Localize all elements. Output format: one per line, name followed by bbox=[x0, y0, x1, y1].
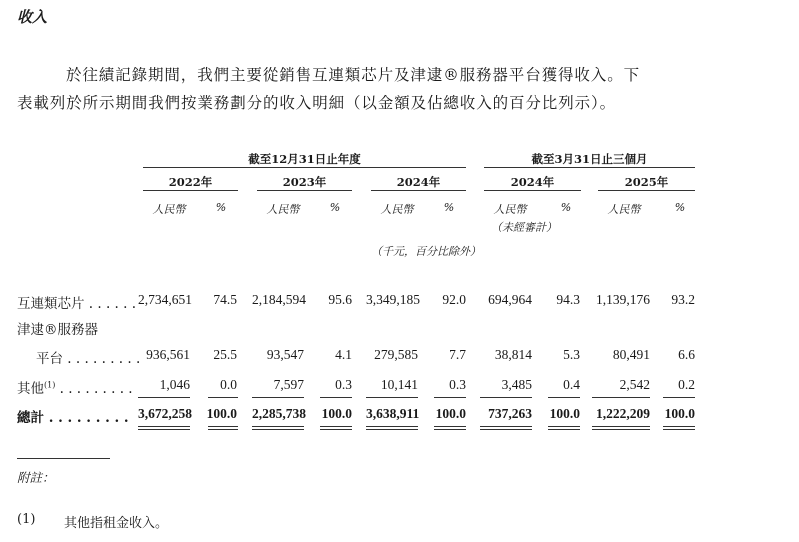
table-cell: 7,597 bbox=[273, 377, 304, 392]
table-cell: 2,542 bbox=[619, 377, 650, 392]
total-double-rule bbox=[320, 426, 352, 427]
subtotal-rule bbox=[592, 397, 650, 398]
amount-col-header: 人民幣 bbox=[493, 203, 527, 216]
table-cell: 0.3 bbox=[335, 377, 352, 392]
intro-paragraph-line-2: 表載列於所示期間我們按業務劃分的收入明細（以金額及佔總收入的百分比列示）。 bbox=[17, 94, 617, 112]
table-cell: 38,814 bbox=[494, 347, 532, 362]
table-cell: 936,561 bbox=[146, 347, 190, 362]
total-double-rule bbox=[366, 429, 418, 430]
total-double-rule bbox=[663, 426, 695, 427]
total-double-rule bbox=[592, 429, 650, 430]
row-label-interconnect-chips: 互連類芯片 . . . . . . bbox=[17, 296, 136, 312]
total-double-rule bbox=[252, 429, 304, 430]
subtotal-rule bbox=[138, 397, 190, 398]
table-cell: 0.0 bbox=[220, 377, 237, 392]
table-cell-total: 100.0 bbox=[664, 406, 695, 421]
notes-heading: 附註： bbox=[17, 470, 55, 485]
section-heading: 收入 bbox=[17, 8, 48, 26]
total-double-rule bbox=[480, 426, 532, 427]
table-cell-total: 100.0 bbox=[549, 406, 580, 421]
subtotal-rule bbox=[434, 397, 466, 398]
total-double-rule bbox=[138, 426, 190, 427]
table-cell: 93.2 bbox=[671, 292, 695, 307]
group-header-rule bbox=[143, 167, 466, 168]
pct-col-header: % bbox=[560, 201, 572, 214]
subtotal-rule bbox=[320, 397, 352, 398]
table-cell: 2,734,651 bbox=[138, 292, 192, 307]
table-cell: 7.7 bbox=[449, 347, 466, 362]
total-double-rule bbox=[663, 429, 695, 430]
table-cell: 3,485 bbox=[501, 377, 532, 392]
table-cell: 1,046 bbox=[159, 377, 190, 392]
table-cell: 694,964 bbox=[488, 292, 532, 307]
amount-col-header: 人民幣 bbox=[380, 203, 414, 216]
year-header: 2022年 bbox=[168, 175, 213, 189]
total-double-rule bbox=[208, 426, 238, 427]
subtotal-rule bbox=[366, 397, 418, 398]
table-cell: 93,547 bbox=[266, 347, 304, 362]
subtotal-rule bbox=[208, 397, 238, 398]
table-cell: 10,141 bbox=[380, 377, 418, 392]
row-label-others: 其他$^{(1)}$ . . . . . . . . . bbox=[17, 380, 133, 397]
group-header-rule bbox=[484, 167, 695, 168]
table-cell: 0.2 bbox=[678, 377, 695, 392]
group-header-year: 截至12月31日止年度 bbox=[248, 152, 361, 166]
total-double-rule bbox=[434, 429, 466, 430]
table-cell: 2,184,594 bbox=[252, 292, 306, 307]
total-double-rule bbox=[434, 426, 466, 427]
table-cell: 74.5 bbox=[213, 292, 237, 307]
table-cell: 92.0 bbox=[442, 292, 466, 307]
table-cell-total: 3,638,911 bbox=[366, 406, 420, 421]
total-double-rule bbox=[480, 429, 532, 430]
table-cell: 0.3 bbox=[449, 377, 466, 392]
table-cell-total: 737,263 bbox=[488, 406, 532, 421]
pct-col-header: % bbox=[329, 201, 341, 214]
table-cell: 95.6 bbox=[328, 292, 352, 307]
table-cell: 0.4 bbox=[563, 377, 580, 392]
year-header: 2024年 bbox=[396, 175, 441, 189]
subtotal-rule bbox=[548, 397, 580, 398]
year-rule bbox=[143, 190, 238, 191]
year-header: 2023年 bbox=[282, 175, 327, 189]
table-cell: 279,585 bbox=[374, 347, 418, 362]
note-marker: (1) bbox=[17, 512, 36, 527]
table-cell: 1,139,176 bbox=[596, 292, 650, 307]
total-double-rule bbox=[138, 429, 190, 430]
unaudited-note: （未經審計） bbox=[491, 221, 557, 234]
unit-note: （千元，百分比除外） bbox=[371, 245, 481, 258]
pct-col-header: % bbox=[443, 201, 455, 214]
amount-col-header: 人民幣 bbox=[152, 203, 186, 216]
table-cell: 5.3 bbox=[563, 347, 580, 362]
table-cell: 94.3 bbox=[556, 292, 580, 307]
table-cell-total: 1,222,209 bbox=[596, 406, 650, 421]
group-header-quarter: 截至3月31日止三個月 bbox=[531, 152, 648, 166]
table-cell-total: 3,672,258 bbox=[138, 406, 192, 421]
pct-col-header: % bbox=[674, 201, 686, 214]
row-label-jintide-server: 津逮®服務器 bbox=[17, 322, 98, 338]
row-label-platform: 平台 . . . . . . . . . bbox=[36, 351, 141, 367]
table-cell-total: 100.0 bbox=[206, 406, 237, 421]
total-double-rule bbox=[592, 426, 650, 427]
total-double-rule bbox=[252, 426, 304, 427]
row-label-total: 總計 . . . . . . . . . bbox=[17, 410, 129, 426]
year-rule bbox=[484, 190, 581, 191]
table-cell-total: 100.0 bbox=[321, 406, 352, 421]
total-double-rule bbox=[366, 426, 418, 427]
total-double-rule bbox=[320, 429, 352, 430]
table-cell: 25.5 bbox=[213, 347, 237, 362]
pct-col-header: % bbox=[215, 201, 227, 214]
notes-separator bbox=[17, 458, 110, 459]
table-cell: 3,349,185 bbox=[366, 292, 420, 307]
table-cell-total: 2,285,738 bbox=[252, 406, 306, 421]
table-cell: 6.6 bbox=[678, 347, 695, 362]
table-cell: 80,491 bbox=[612, 347, 650, 362]
total-double-rule bbox=[548, 429, 580, 430]
note-text: 其他指租金收入。 bbox=[64, 516, 169, 531]
table-cell: 4.1 bbox=[335, 347, 352, 362]
total-double-rule bbox=[208, 429, 238, 430]
footnote-ref: (1) bbox=[44, 380, 56, 390]
table-cell-total: 100.0 bbox=[435, 406, 466, 421]
total-double-rule bbox=[548, 426, 580, 427]
subtotal-rule bbox=[252, 397, 304, 398]
year-header: 2024年 bbox=[510, 175, 555, 189]
amount-col-header: 人民幣 bbox=[607, 203, 641, 216]
subtotal-rule bbox=[480, 397, 532, 398]
year-rule bbox=[371, 190, 466, 191]
intro-paragraph-line-1: 於往績記錄期間，我們主要從銷售互連類芯片及津逮®服務器平台獲得收入。下 bbox=[66, 66, 641, 84]
year-rule bbox=[598, 190, 695, 191]
amount-col-header: 人民幣 bbox=[266, 203, 300, 216]
year-rule bbox=[257, 190, 352, 191]
subtotal-rule bbox=[663, 397, 695, 398]
year-header: 2025年 bbox=[624, 175, 669, 189]
